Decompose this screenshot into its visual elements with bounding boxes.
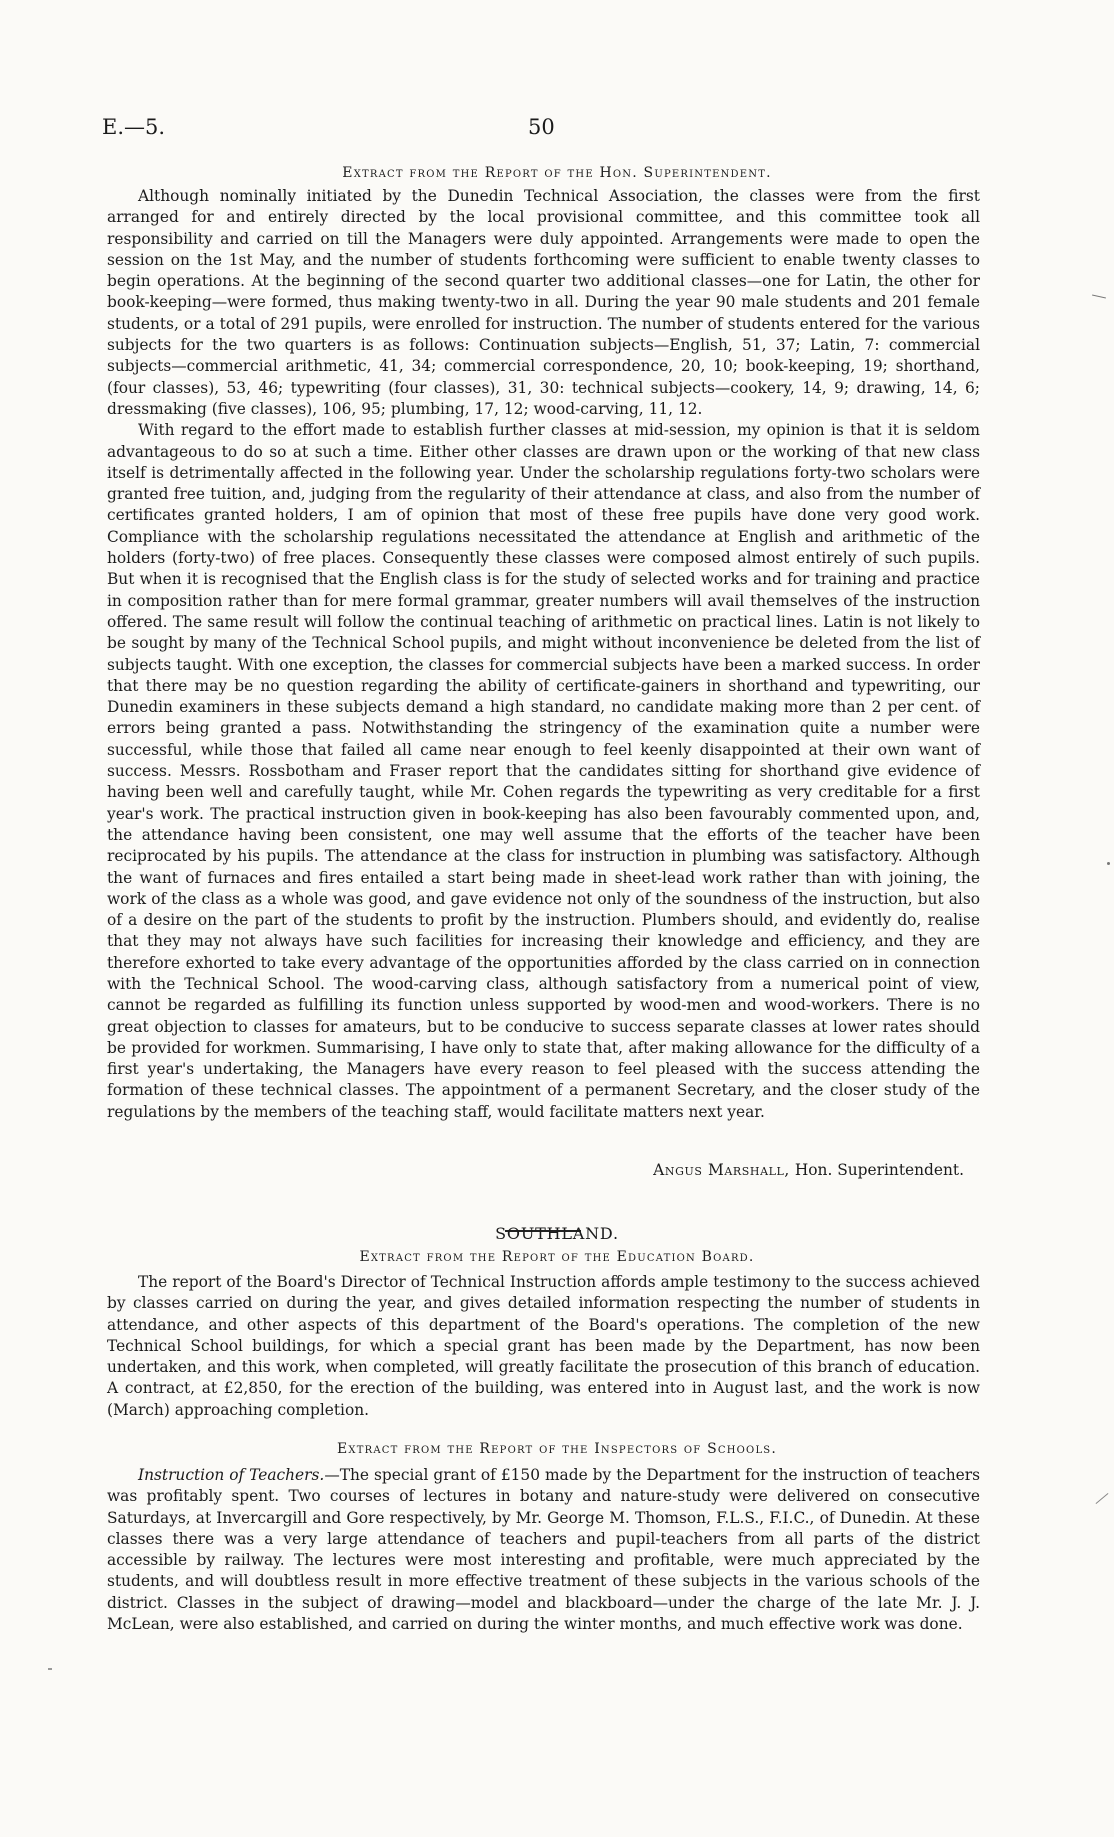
education-board-heading: Extract from the Report of the Education Board. [359,1249,755,1265]
page-number: 50 [528,115,555,139]
margin-mark [1092,295,1106,299]
margin-dot [1107,862,1110,865]
instruction-of-teachers-lead: Instruction of Teachers. [138,1466,325,1484]
signature [0,1161,964,1179]
superintendent-report-body [107,186,980,1123]
paragraph-observations: With regard to the effort made to establish further classes at mid-session, my opinion is that it is seldom advantageous to do so at such a time. Either other classes are drawn upon or the working of that new class itself is detrimentally affected in the following year. Under the scholarship regulations forty-two scholars were granted free tuition, and, judging from the regularity of their attendance at class, and also from the number of certificates granted holders, I am of opinion that most of these free pupils have done very good work. Compliance with the scholarship regulations necessitated the attendance at English and arithmetic of the holders (forty-two) of free places. Consequently these classes were composed almost entirely of such pupils. But when it is recognised that the English class is for the study of selected works and for training and practice in composition rather than for mere formal grammar, greater numbers will avail themselves of the instruction offered. The same result will follow the continual teaching of arithmetic on practical lines. Latin is not likely to be sought by many of the Technical School pupils, and might without inconvenience be deleted from the list of subjects taught. With one exception, the classes for commercial subjects have been a marked success. In order that there may be no question regarding the ability of certificate-gainers in shorthand and typewriting, our Dunedin examiners in these subjects demand a high standard, no candidate making more than 2 per cent. of errors being granted a pass. Notwithstanding the stringency of the examination quite a number were successful, while those that failed all came near enough to feel keenly disappointed at their own want of success. Messrs. Rossbotham and Fraser report that the candidates sitting for shorthand give evidence of having been well and carefully taught, while Mr. Cohen regards the typewriting as very creditable for a first year's work. The practical instruction given in book-keeping has also been favourably commented upon, and, the attendance having been consistent, one may well assume that the efforts of the teacher have been reciprocated by his pupils. The attendance at the class for instruction in plumbing was satisfactory. Although the want of furnaces and fires entailed a start being made in sheet-lead work rather than with joining, the work of the class as a whole was good, and gave evidence not only of the soundness of the instruction, but also of a desire on the part of the students to profit by the instruction. Plumbers should, and evidently do, realise that they may not always have such facilities for increasing their knowledge and efficiency, and they are therefore exhorted to take every advantage of the opportunities afforded by the class carried on in connection with the Technical School. The wood-carving class, although satisfactory from a numerical point of view, cannot be regarded as fulfilling its function unless supported by wood-men and wood-workers. There is no great objection to classes for amateurs, but to be conducive to success separate classes at lower rates should be provided for workmen. Summarising, I have only to state that, after making allowance for the difficulty of a first year's undertaking, the Managers have every reason to feel pleased with the success attending the formation of these technical classes. The appointment of a permanent Secretary, and the closer study of the regulations by the members of the teaching staff, would facilitate matters next year. [107,421,980,1121]
inspectors-body [107,1465,980,1635]
southland-title: SOUTHLAND. [495,1224,619,1243]
margin-mark [1096,1493,1109,1504]
signature-name: Angus Marshall, [653,1161,790,1179]
parliamentary-paper-ref: E.—5. [102,115,166,139]
superintendent-report-heading: Extract from the Report of the Hon. Superintendent. [342,165,772,181]
signature-title: Hon. Superintendent. [794,1161,964,1179]
paragraph-enrolment: Although nominally initiated by the Dunedin Technical Association, the classes were from the first arranged for and entirely directed by the local provisional committee, and this committee took all responsibility and carried on till the Managers were duly appointed. Arrangements were made to open the session on the 1st May, and the number of students forthcoming were sufficient to enable twenty classes to begin operations. At the beginning of the second quarter two additional classes—one for Latin, the other for book-keeping—were formed, thus making twenty-two in all. During the year 90 male students and 201 female students, or a total of 291 pupils, were enrolled for instruction. The number of students entered for the various subjects for the two quarters is as follows: Continuation subjects—English, 51, 37; Latin, 7: commercial subjects—commercial arithmetic, 41, 34; commercial correspondence, 20, 10; book-keeping, 19; shorthand, (four classes), 53, 46; typewriting (four classes), 31, 30: technical subjects—cookery, 14, 9; drawing, 14, 6; dressmaking (five classes), 106, 95; plumbing, 17, 12; wood-carving, 11, 12. [107,187,980,418]
margin-dot [48,1668,52,1670]
education-board-body [107,1272,980,1421]
paragraph-instruction-of-teachers [107,1465,980,1635]
paragraph-board: The report of the Board's Director of Technical Instruction affords ample testimony to the success achieved by classes carried on during the year, and gives detailed information respecting the number of students in attendance, and other aspects of this department of the Board's operations. The completion of the new Technical School buildings, for which a special grant has been made by the Department, has now been undertaken, and this work, when completed, will greatly facilitate the prosecution of this branch of education. A contract, at £2,850, for the erection of the building, was entered into in August last, and the work is now (March) approaching completion. [107,1273,980,1419]
instruction-of-teachers-text: —The special grant of £150 made by the Department for the instruction of teachers was profitably spent. Two courses of lectures in botany and nature-study were delivered on consecutive Saturdays, at Invercargill and Gore respectively, by Mr. George M. Thomson, F.L.S., F.I.C., of Dunedin. At these classes there was a very large attendance of teachers and pupil-teachers from all parts of the district accessible by railway. The lectures were most interesting and profitable, were much appreciated by the students, and will doubtless result in more effective treatment of these subjects in the various schools of the district. Classes in the subject of drawing—model and blackboard—under the charge of the late Mr. J. J. McLean, were also established, and carried on during the winter months, and much effective work was done. [107,1466,980,1634]
inspectors-heading: Extract from the Report of the Inspectors of Schools. [337,1441,777,1457]
